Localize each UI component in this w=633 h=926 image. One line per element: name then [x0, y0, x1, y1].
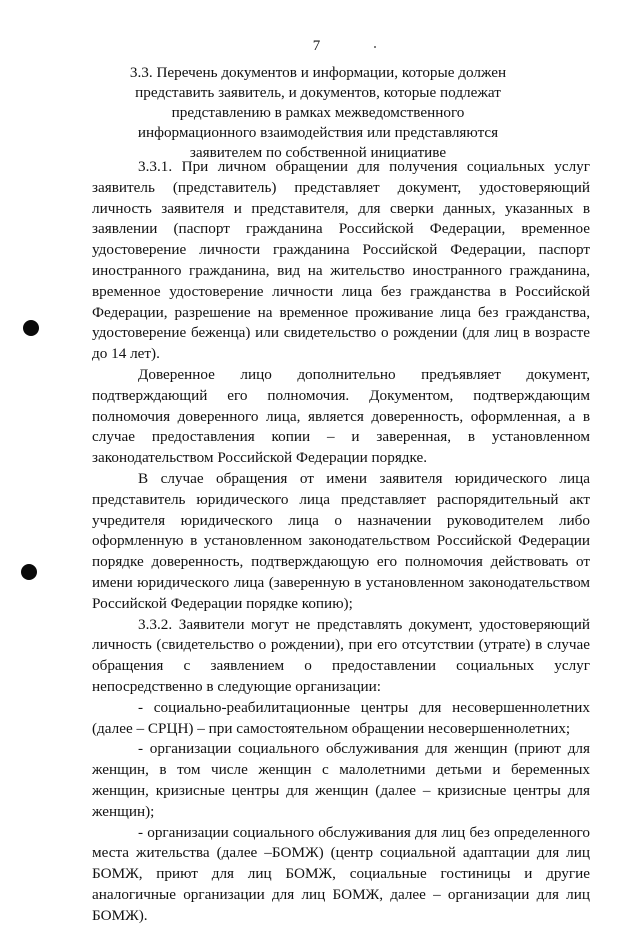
- heading-line: информационного взаимодействия или представляются: [118, 123, 518, 143]
- punch-hole: [23, 320, 39, 336]
- paragraph-trusted-person: Доверенное лицо дополнительно предъявляет документ, подтверждающий его полномочия. Документом, подтверждающим полномочия доверенного лица, является доверенность, оформленная, а в случае предоставления копии – и заверенная, в установленном законодательством Российской Федерации порядке.: [92, 365, 590, 469]
- paragraph-legal-entity: В случае обращения от имени заявителя юридического лица представитель юридического лица представляет распорядительный акт учредителя юридического лица о назначении руководителем либо оформленную в установленном законодательством Российской Федерации порядке доверенность, подтверждающую его полномочия действовать от имени юридического лица (заверенную в установленном законодательством Российской Федерации порядке копию);: [92, 469, 590, 615]
- paragraph-3-3-2: 3.3.2. Заявители могут не представлять документ, удостоверяющий личность (свидетельство о рождении), при его отсутствии (утрате) в случае обращения с заявлением о предоставлении социальных услуг непосредственно в следующие организации:: [92, 615, 590, 698]
- body-text: [92, 157, 590, 926]
- list-item-women-organizations: - организации социального обслуживания для женщин (приют для женщин, в том числе женщин с малолетними детьми и беременных женщин, кризисные центры для женщин (далее – кризисные центры для женщин);: [92, 739, 590, 822]
- page-number: 7: [0, 38, 633, 55]
- section-heading: [118, 63, 518, 163]
- heading-line: 3.3. Перечень документов и информации, которые должен: [118, 63, 518, 83]
- list-item-bomzh-organizations: - организации социального обслуживания для лиц без определенного места жительства (далее –БОМЖ) (центр социальной адаптации для лиц БОМЖ, приют для лиц БОМЖ, социальные гостиницы и другие аналогичные организации для лиц БОМЖ, далее – организации для лиц БОМЖ).: [92, 823, 590, 926]
- heading-line: представить заявитель, и документов, которые подлежат: [118, 83, 518, 103]
- punch-hole: [21, 564, 37, 580]
- scan-speck: [374, 46, 376, 48]
- paragraph-3-3-1: 3.3.1. При личном обращении для получения социальных услуг заявитель (представитель) представляет документ, удостоверяющий личность заявителя и представителя, для сверки данных, указанных в заявлении (паспорт гражданина Российской Федерации, временное удостоверение личности гражданина Российской Федерации, паспорт иностранного гражданина, вид на жительство иностранного гражданина, временное удостоверение личности лица без гражданства в Российской Федерации, разрешение на временное проживание лица без гражданства, удостоверение беженца) или свидетельство о рождении (для лиц в возрасте до 14 лет).: [92, 157, 590, 365]
- heading-line: представлению в рамках межведомственного: [118, 103, 518, 123]
- list-item-srcn: - социально-реабилитационные центры для несовершеннолетних (далее – СРЦН) – при самостоятельном обращении несовершеннолетних;: [92, 698, 590, 740]
- heading-line: заявителем по собственной инициативе: [118, 143, 518, 163]
